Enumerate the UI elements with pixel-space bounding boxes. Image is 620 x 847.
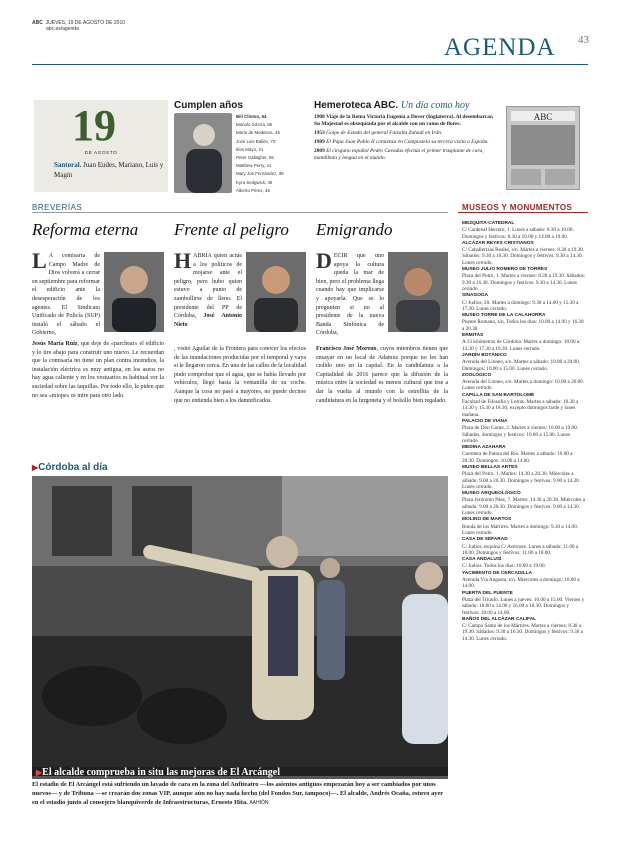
list-item: José Luis Ballén, 70 <box>236 138 276 144</box>
article-photo <box>246 252 306 332</box>
issue-date: JUEVES, 19 DE AGOSTO DE 2010 <box>45 20 126 26</box>
portrait-silhouette-icon <box>104 252 164 332</box>
article-body <box>174 248 243 329</box>
triangle-icon: ▶ <box>36 768 43 777</box>
article-name: José Antonio Nieto <box>174 313 243 328</box>
hemeroteca-title <box>314 100 470 111</box>
dropcap: D <box>316 248 332 273</box>
museo-name: ERMITAS <box>462 333 484 339</box>
list-item <box>462 241 586 266</box>
museo-info: Plaza del Potro, 1. Martes: 14.30 a 20.30. Miércoles a sábado: 9.00 a 20.30. Domingos y festivos: 9.00 a 14.30. Lunes cerrado. <box>462 471 581 490</box>
list-item <box>314 139 500 146</box>
entry-text: Golpe de Estado del general Faizalla Zahadi en Irán. <box>326 130 443 136</box>
list-item <box>462 419 586 444</box>
article-text-a: A comisaría de Campo Madre de Dios volverá a cerrar en septiembre para reformar el edificio ante la desesperación de los agentes. El Sindicato Unificado de Policía (SUP) instaló el sábado el Gobierno, <box>32 253 100 337</box>
header-rule <box>32 64 588 65</box>
list-item: Kyra Sedgwick, 45 <box>236 179 273 185</box>
newspaper-clipping-image <box>506 106 580 190</box>
santoral <box>54 160 164 180</box>
dropcap: L <box>32 248 47 273</box>
museos-rule <box>458 212 588 213</box>
museo-info: C/ Judíos. Todos los días: 10.00 a 19.00. <box>462 563 546 570</box>
museo-name: SINAGOGA <box>462 293 489 299</box>
list-item <box>462 517 586 536</box>
museo-name: MUSEO TORRE DE LA CALAHORRA <box>462 313 546 319</box>
section-url: abc.es/agenda <box>46 26 79 32</box>
list-item <box>462 591 586 616</box>
entry-year: 1953 <box>314 130 325 136</box>
page-header-left <box>32 20 125 32</box>
list-item <box>314 130 500 137</box>
list-item: Manolo García, 55 <box>236 122 273 128</box>
museo-name: PALACIO DE VIANA <box>462 418 508 424</box>
entry-text: Viaje de la Reina Victoria Eugenia a Dover (Inglaterra). Al desembarcar, Su Majestad es obsequiada por el alcalde con un ramo de flores. <box>314 114 494 127</box>
caption-head-text: El alcalde comprueba in situ las mejoras de El Arcángel <box>42 767 281 778</box>
article-name: Jesús María Ruiz <box>32 341 78 347</box>
museo-name: CASA DE SEFARAD <box>462 537 508 543</box>
birthdays-title: Cumplen años <box>174 100 243 111</box>
clipping-icon <box>507 107 579 189</box>
article-text-b: , visitó Aguilar de la Frontera para conocer los efectos de las inundaciones producidas por el temporal y vaya si le llegaron cerca. En una de las calles de la localidad pudo comprobar que el agua, que se había llevado por vehículos, llegó hasta la ventanilla de su coche. Aunque la cosa no pasó a mayores, no puede decirse que no entienda bien a los damnificados. <box>174 346 306 404</box>
museo-name: YACIMIENTO DE CERCADILLA <box>462 570 533 576</box>
list-item <box>462 393 586 418</box>
list-item: Alberto Pérez, 45 <box>236 187 270 193</box>
hemeroteca-subtitle: Un día como hoy <box>400 100 470 111</box>
museo-info: Plaza Jerónimo Páez, 7. Martes: 14.30 a 20.30. Miércoles a sábado: 9.00 a 20.30. Domingos y festivos: 9.00 a 14.30. Lunes cerrado. <box>462 497 586 517</box>
museo-info: Avenida del Linneo, s/n. Martes a domingo: 10.00 a 20.00. Lunes cerrado. <box>462 379 585 392</box>
article-body-cont <box>316 345 448 405</box>
list-item <box>462 537 586 556</box>
museo-name: MUSEO JULIO ROMERO DE TORRES <box>462 267 548 273</box>
article-text-a: ABRÍA quien actúe a los políticos de mojarse ante el peligro, pero hubo quien estuvo a punto de zambullirse de lleno. El presidente del PP de Córdoba, <box>174 253 242 320</box>
clipping-masthead: ABC <box>533 112 553 122</box>
museo-name: PUERTA DEL PUENTE <box>462 590 513 596</box>
section-rule <box>32 212 448 213</box>
list-item <box>462 221 586 240</box>
list-item: Ilíes Mayo, 21 <box>236 146 264 152</box>
museo-info: Carretera de Palma del Río. Martes a sábado: 10.00 a 20.30. Domingos: 10.00 a 14.00. <box>462 451 573 464</box>
entry-year: 1908 <box>314 114 325 120</box>
museo-info: C/ Cardenal Herrero, 1. Lunes a sábado: 8.30 a 19.00. Domingos y festivos: 8.30 a 10.00 y 14.00 a 19.00. <box>462 227 574 240</box>
museo-name: MUSEO ARQUEOLÓGICO <box>462 491 521 497</box>
hemeroteca-label: Hemeroteca ABC. <box>314 100 399 111</box>
dropcap: H <box>174 248 192 273</box>
museo-name: ALCÁZAR REYES CRISTIANOS <box>462 240 534 246</box>
list-item <box>462 491 586 516</box>
list-item <box>314 148 500 162</box>
museo-info: C/ Caballerizas Reales, s/n. Martes a viernes: 8.30 a 19.30. Sábados: 9.30 a 16.30. Domingos y festivos: 9.30 a 14.30. Lunes cerrado. <box>462 247 585 266</box>
cordoba-al-dia-label <box>32 462 108 473</box>
museo-info: C/ Judíos, 20. Martes a domingo: 9.30 a 14.00 y 15.30 a 17.30. Lunes cerrado. <box>462 299 579 312</box>
santoral-label: Santoral. <box>54 161 82 169</box>
article-title: Frente al peligro <box>174 220 289 239</box>
page-number: 43 <box>578 34 589 46</box>
article-photo <box>104 252 164 332</box>
museo-info: Ronda de los Mártires. Martes a domingo: 9.30 a 14.00. Lunes cerrado. <box>462 523 578 536</box>
museo-name: ZOOLÓGICO <box>462 372 492 378</box>
article-title: Reforma eterna <box>32 220 139 239</box>
cordoba-label-text: Córdoba al día <box>38 462 108 473</box>
list-item <box>314 114 500 128</box>
santoral-names: Juan Eudes, Mariano, Luis y Magín <box>54 161 164 179</box>
photo-credit: AAHIÓN <box>249 800 269 806</box>
list-item <box>462 445 586 464</box>
museo-info: Plaza del Potro, 1. Martes a viernes: 8.30 a 19.30. Sábados: 9.30 a 16.30. Domingos y festivos: 9.30 a 14.30. Lunes cerrado. <box>462 273 586 292</box>
article-photo <box>388 252 448 332</box>
museo-info: Plaza de Don Gome, 2. Martes a viernes: 10.00 a 19.00. Sábados, domingos y festivos: 10.00 a 15.00. Lunes cerrado. <box>462 425 578 444</box>
museo-info: Plaza del Triunfo. Lunes a jueves: 10.00 a 15.00. Viernes y sábado: 10.00 a 14.00 y 16.00 a 18.30. Domingos y festivos: 10.00 a 14.00. <box>462 596 585 616</box>
list-item: María de Medeiros, 45 <box>236 130 280 136</box>
museo-info: Facultad de Filosofía y Letras. Martes a sábado: 10.30 a 13.30 y 15.30 a 18.30, excepto domingos tarde y lunes mañana. <box>462 399 579 418</box>
article-body-cont <box>174 345 306 405</box>
list-item <box>462 465 586 490</box>
list-item: Peter Gallagher, 55 <box>236 155 274 161</box>
museo-name: MUSEO BELLAS ARTES <box>462 464 518 470</box>
section-title: AGENDA <box>444 34 556 61</box>
caption-text: El estadio de El Arcángel está sufriendo un lavado de cara en la zona del Anfiteatro —los asientos antiguos empezarán hoy a ser cambiados por unos nuevos— y de Tribuna —se crearán dos zonas VIP, aunque aún no hay nada hecho (del Fondos Sur, tampoco)—. El alcalde, Andrés Ocaña, estuvo ayer en el estadio junto al consejero blanquiverde de Infraestructuras, Ernesto Hita. <box>32 781 444 806</box>
article-body-cont <box>32 340 164 400</box>
article-body <box>32 248 100 338</box>
museo-info: Puente Romano, s/n. Todos los días: 10.00 a 14.00 y 16.30 a 20.30. <box>462 319 584 332</box>
main-photo <box>32 476 448 776</box>
birthdays-list <box>236 113 306 195</box>
stadium-scene-image <box>32 476 448 776</box>
hemeroteca-list <box>314 114 500 164</box>
entry-text: El Papa Juan Pablo II comienza en Compostela su tercera visita a España. <box>326 139 489 145</box>
article-text-b: , cuyos miembros tienen que ensayar en un local de Adamuz porque no les han cedido uno en la capital. En la candidatura a la Capitalidad de 2016 parece que la difusión de la música entre la sociedad es menos cultural que irse a dar la vuelta al mundo con la estrellita de la candidatura en la furgoneta y el bolsillo bien regalado. <box>316 346 448 404</box>
list-item <box>462 571 586 590</box>
museo-name: MEDINA AZAHARA <box>462 445 506 451</box>
article-title: Emigrando <box>316 220 393 239</box>
photo-caption <box>32 780 448 808</box>
museo-info: Avenida Vía Augusta, s/n. Miércoles a domingo: 10.00 a 14.00. <box>462 577 580 590</box>
museo-info: C/ Judíos, esquina C/ Averroes. Lunes a sábado: 11.00 a 18.00. Domingos y festivos: 11.00 a 18.00. <box>462 543 579 556</box>
breves-label: BREVERÍAS <box>32 203 83 212</box>
list-item: Bill Clinton, 64 <box>236 114 267 119</box>
entry-text: El cirujano español Pedro Cavadas efectúa el primer trasplante de cara, mandíbula y lengua en el mundo. <box>314 148 484 161</box>
entry-year: 1989 <box>314 139 325 145</box>
entry-year: 2009 <box>314 148 325 154</box>
list-item <box>462 353 586 372</box>
month-label: DE AGOSTO <box>84 151 118 156</box>
list-item <box>462 293 586 312</box>
list-item <box>462 313 586 332</box>
article-text-a: ECIR que uno apoya la cultura queda la mar de bien, pero el problema llega cuando hay que implicarse y apoyarla. Que se lo pregunten si no al presidente de la nueva Banda Sinfónica de Córdoba, <box>316 253 384 337</box>
list-item <box>462 267 586 292</box>
triangle-icon: ▶ <box>32 463 39 472</box>
museo-name: MEZQUITA-CATEDRAL <box>462 221 515 226</box>
museo-name: CASA ANDALUSÍ <box>462 557 502 563</box>
museos-title: MUSEOS Y MONUMENTOS <box>462 203 573 212</box>
museo-info: A 13 kilómetros de Córdoba. Martes a domingo: 10.00 a 13.30 y 17.30 a 19.30. Lunes cerrado. <box>462 339 580 352</box>
list-item <box>462 617 586 642</box>
paper-name: ABC <box>32 20 43 26</box>
article-name: Francisco José Moreno <box>316 346 377 352</box>
museo-name: JARDÍN BOTÁNICO <box>462 352 507 358</box>
museo-name: BAÑOS DEL ALCÁZAR CALIFAL <box>462 616 537 622</box>
portrait-silhouette-icon <box>388 252 448 332</box>
list-item: Mary Joe Fernández, 39 <box>236 171 284 177</box>
portrait-silhouette-icon <box>174 113 232 193</box>
portrait-silhouette-icon <box>246 252 306 332</box>
museo-info: Avenida del Linneo, s/n. Martes a sábado: 10.00 a 20.00. Domingos: 10.00 a 15.00. Lunes cerrado. <box>462 359 581 372</box>
article-text-b: , que deje de «parchear» el edificio y lo tire abajo para construir uno nuevo. Le recuerdan que la comisaría no tiene un plan contra incendios, la instalación eléctrica es muy antigua, en los aseos no hay agua caliente y en los vestuarios es habitual ver la suciedad sobre las taquillas. Por todo ello, le piden que no sea «miope» ni mire para otro lado. <box>32 341 164 399</box>
list-item <box>462 333 586 352</box>
museo-info: C/ Campo Santo de los Mártires. Martes a viernes: 8.30 a 19.30. Sábados: 9.30 a 16.30. Domingos y festivos: 9.30 a 14.30. Lunes cerrado. <box>462 623 583 642</box>
photo-caption-head <box>32 767 448 779</box>
article-body <box>316 248 384 338</box>
museo-name: MOLINO DE MARTOS <box>462 517 512 523</box>
list-item <box>462 557 586 570</box>
museos-list <box>462 220 586 642</box>
list-item: Matthew Perry, 41 <box>236 163 272 169</box>
list-item <box>462 373 586 392</box>
birthday-photo <box>174 113 232 193</box>
museo-name: CAPILLA DE SAN BARTOLOMÉ <box>462 392 535 398</box>
day-number: 19 <box>72 101 116 150</box>
